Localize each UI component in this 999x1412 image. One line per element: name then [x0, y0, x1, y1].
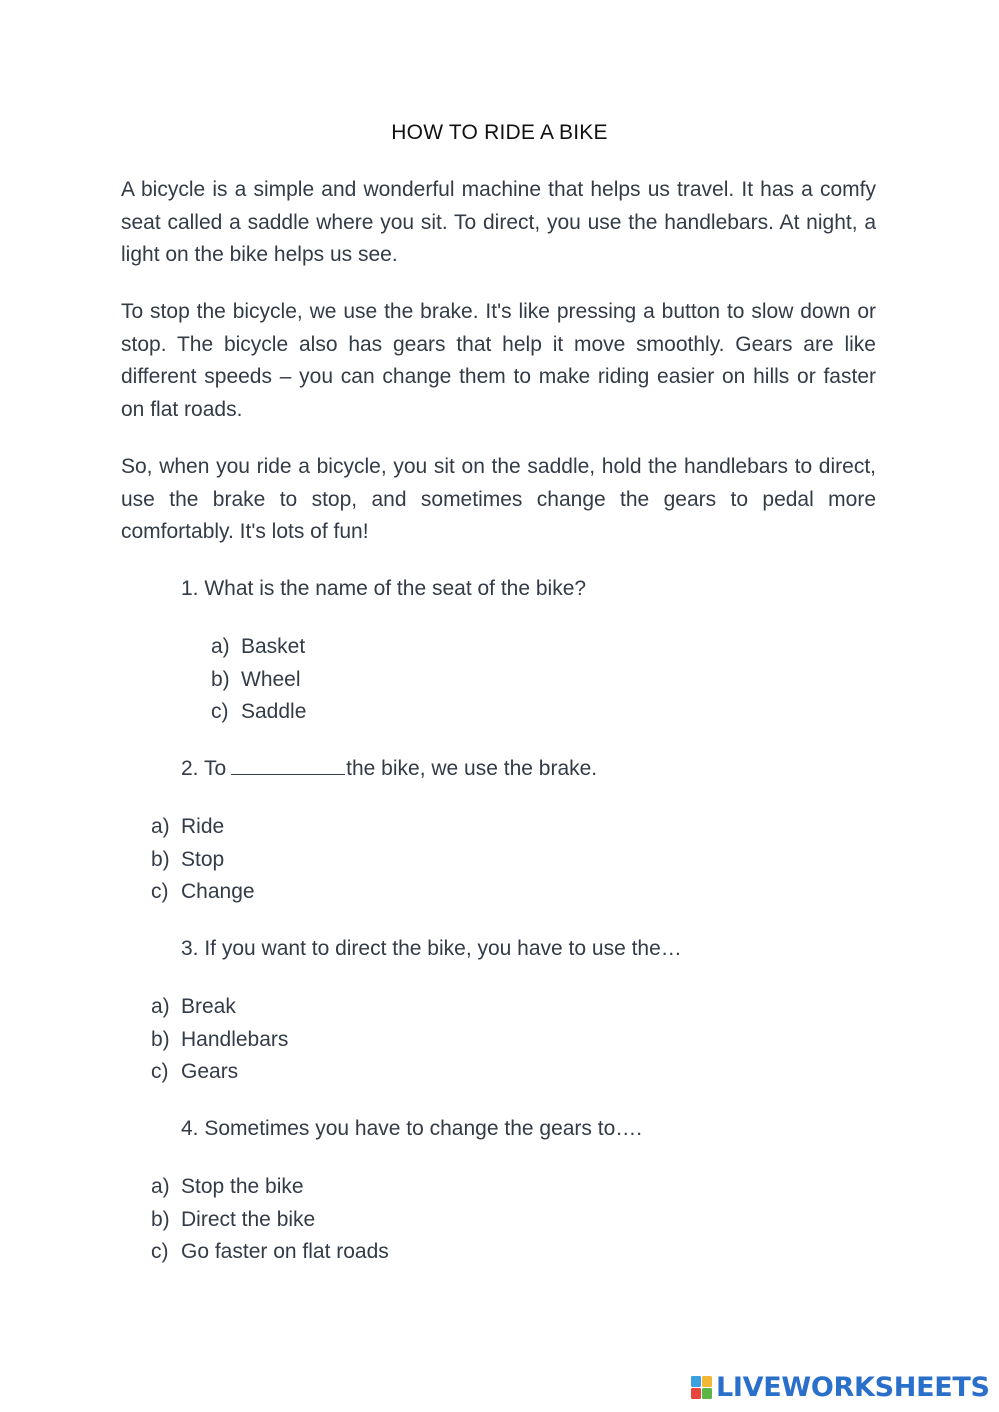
option-letter: a) — [211, 635, 230, 658]
option-text: Stop — [181, 847, 225, 871]
option-text: Stop the bike — [181, 1175, 304, 1198]
question-4: 4. Sometimes you have to change the gears to…. — [181, 1117, 643, 1140]
option-letter: a) — [151, 995, 170, 1018]
option-text: Break — [181, 995, 236, 1018]
question-2 — [181, 757, 597, 781]
option-item[interactable] — [151, 1056, 288, 1089]
option-letter: c) — [211, 700, 229, 723]
option-item[interactable] — [151, 844, 255, 877]
option-text: Basket — [241, 635, 306, 658]
option-item[interactable] — [151, 1024, 288, 1057]
option-letter: c) — [151, 1240, 169, 1263]
option-item[interactable] — [151, 991, 288, 1024]
option-letter: a) — [151, 1175, 170, 1198]
option-text: Wheel — [241, 667, 301, 691]
question-1-options — [211, 631, 306, 729]
question-2-start: 2. To — [181, 757, 227, 780]
option-letter: b) — [151, 847, 170, 871]
option-text: Ride — [181, 815, 225, 838]
option-item[interactable] — [151, 1236, 389, 1269]
paragraph-3: So, when you ride a bicycle, you sit on the saddle, hold the handlebars to direct, use the brake to stop, and sometimes change the gears to pedal more comfortably. It's lots of fun! — [121, 455, 876, 543]
option-text: Change — [181, 880, 255, 903]
option-letter: b) — [211, 667, 230, 691]
option-letter: c) — [151, 880, 169, 903]
paragraph-2: To stop the bicycle, we use the brake. It's like pressing a button to slow down or stop. The bicycle also has gears that help it move smoothly. Gears are like different speeds – you can change them to make riding easier on hills or faster on flat roads. — [121, 300, 876, 421]
option-letter: a) — [151, 815, 170, 838]
option-item[interactable] — [151, 1204, 389, 1237]
option-item[interactable] — [151, 1171, 389, 1204]
question-2-end: the bike, we use the brake. — [346, 757, 598, 780]
option-item[interactable] — [211, 696, 306, 729]
option-letter: b) — [151, 1027, 170, 1051]
question-2-options — [151, 811, 255, 909]
option-text: Gears — [181, 1060, 239, 1083]
fill-in-blank[interactable] — [231, 758, 345, 775]
liveworksheets-logo[interactable] — [691, 1373, 990, 1403]
worksheet-title: HOW TO RIDE A BIKE — [391, 121, 608, 144]
question-4-options — [151, 1171, 389, 1269]
option-text: Direct the bike — [181, 1207, 316, 1231]
option-letter: c) — [151, 1060, 169, 1083]
paragraph-1: A bicycle is a simple and wonderful machine that helps us travel. It has a comfy seat called a saddle where you sit. To direct, you use the handlebars. At night, a light on the bike helps us see. — [121, 178, 876, 266]
option-letter: b) — [151, 1207, 170, 1231]
option-item[interactable] — [211, 631, 306, 664]
option-text: Go faster on flat roads — [181, 1240, 389, 1263]
question-1: 1. What is the name of the seat of the bike? — [181, 577, 587, 600]
logo-text: LIVEWORKSHEETS — [716, 1372, 990, 1403]
option-text: Saddle — [241, 700, 307, 723]
question-3-options — [151, 991, 288, 1089]
question-3: 3. If you want to direct the bike, you have to use the… — [181, 937, 682, 960]
option-item[interactable] — [151, 876, 255, 909]
option-text: Handlebars — [181, 1027, 289, 1051]
option-item[interactable] — [151, 811, 255, 844]
liveworksheets-logo-icon — [691, 1376, 713, 1400]
option-item[interactable] — [211, 664, 306, 697]
